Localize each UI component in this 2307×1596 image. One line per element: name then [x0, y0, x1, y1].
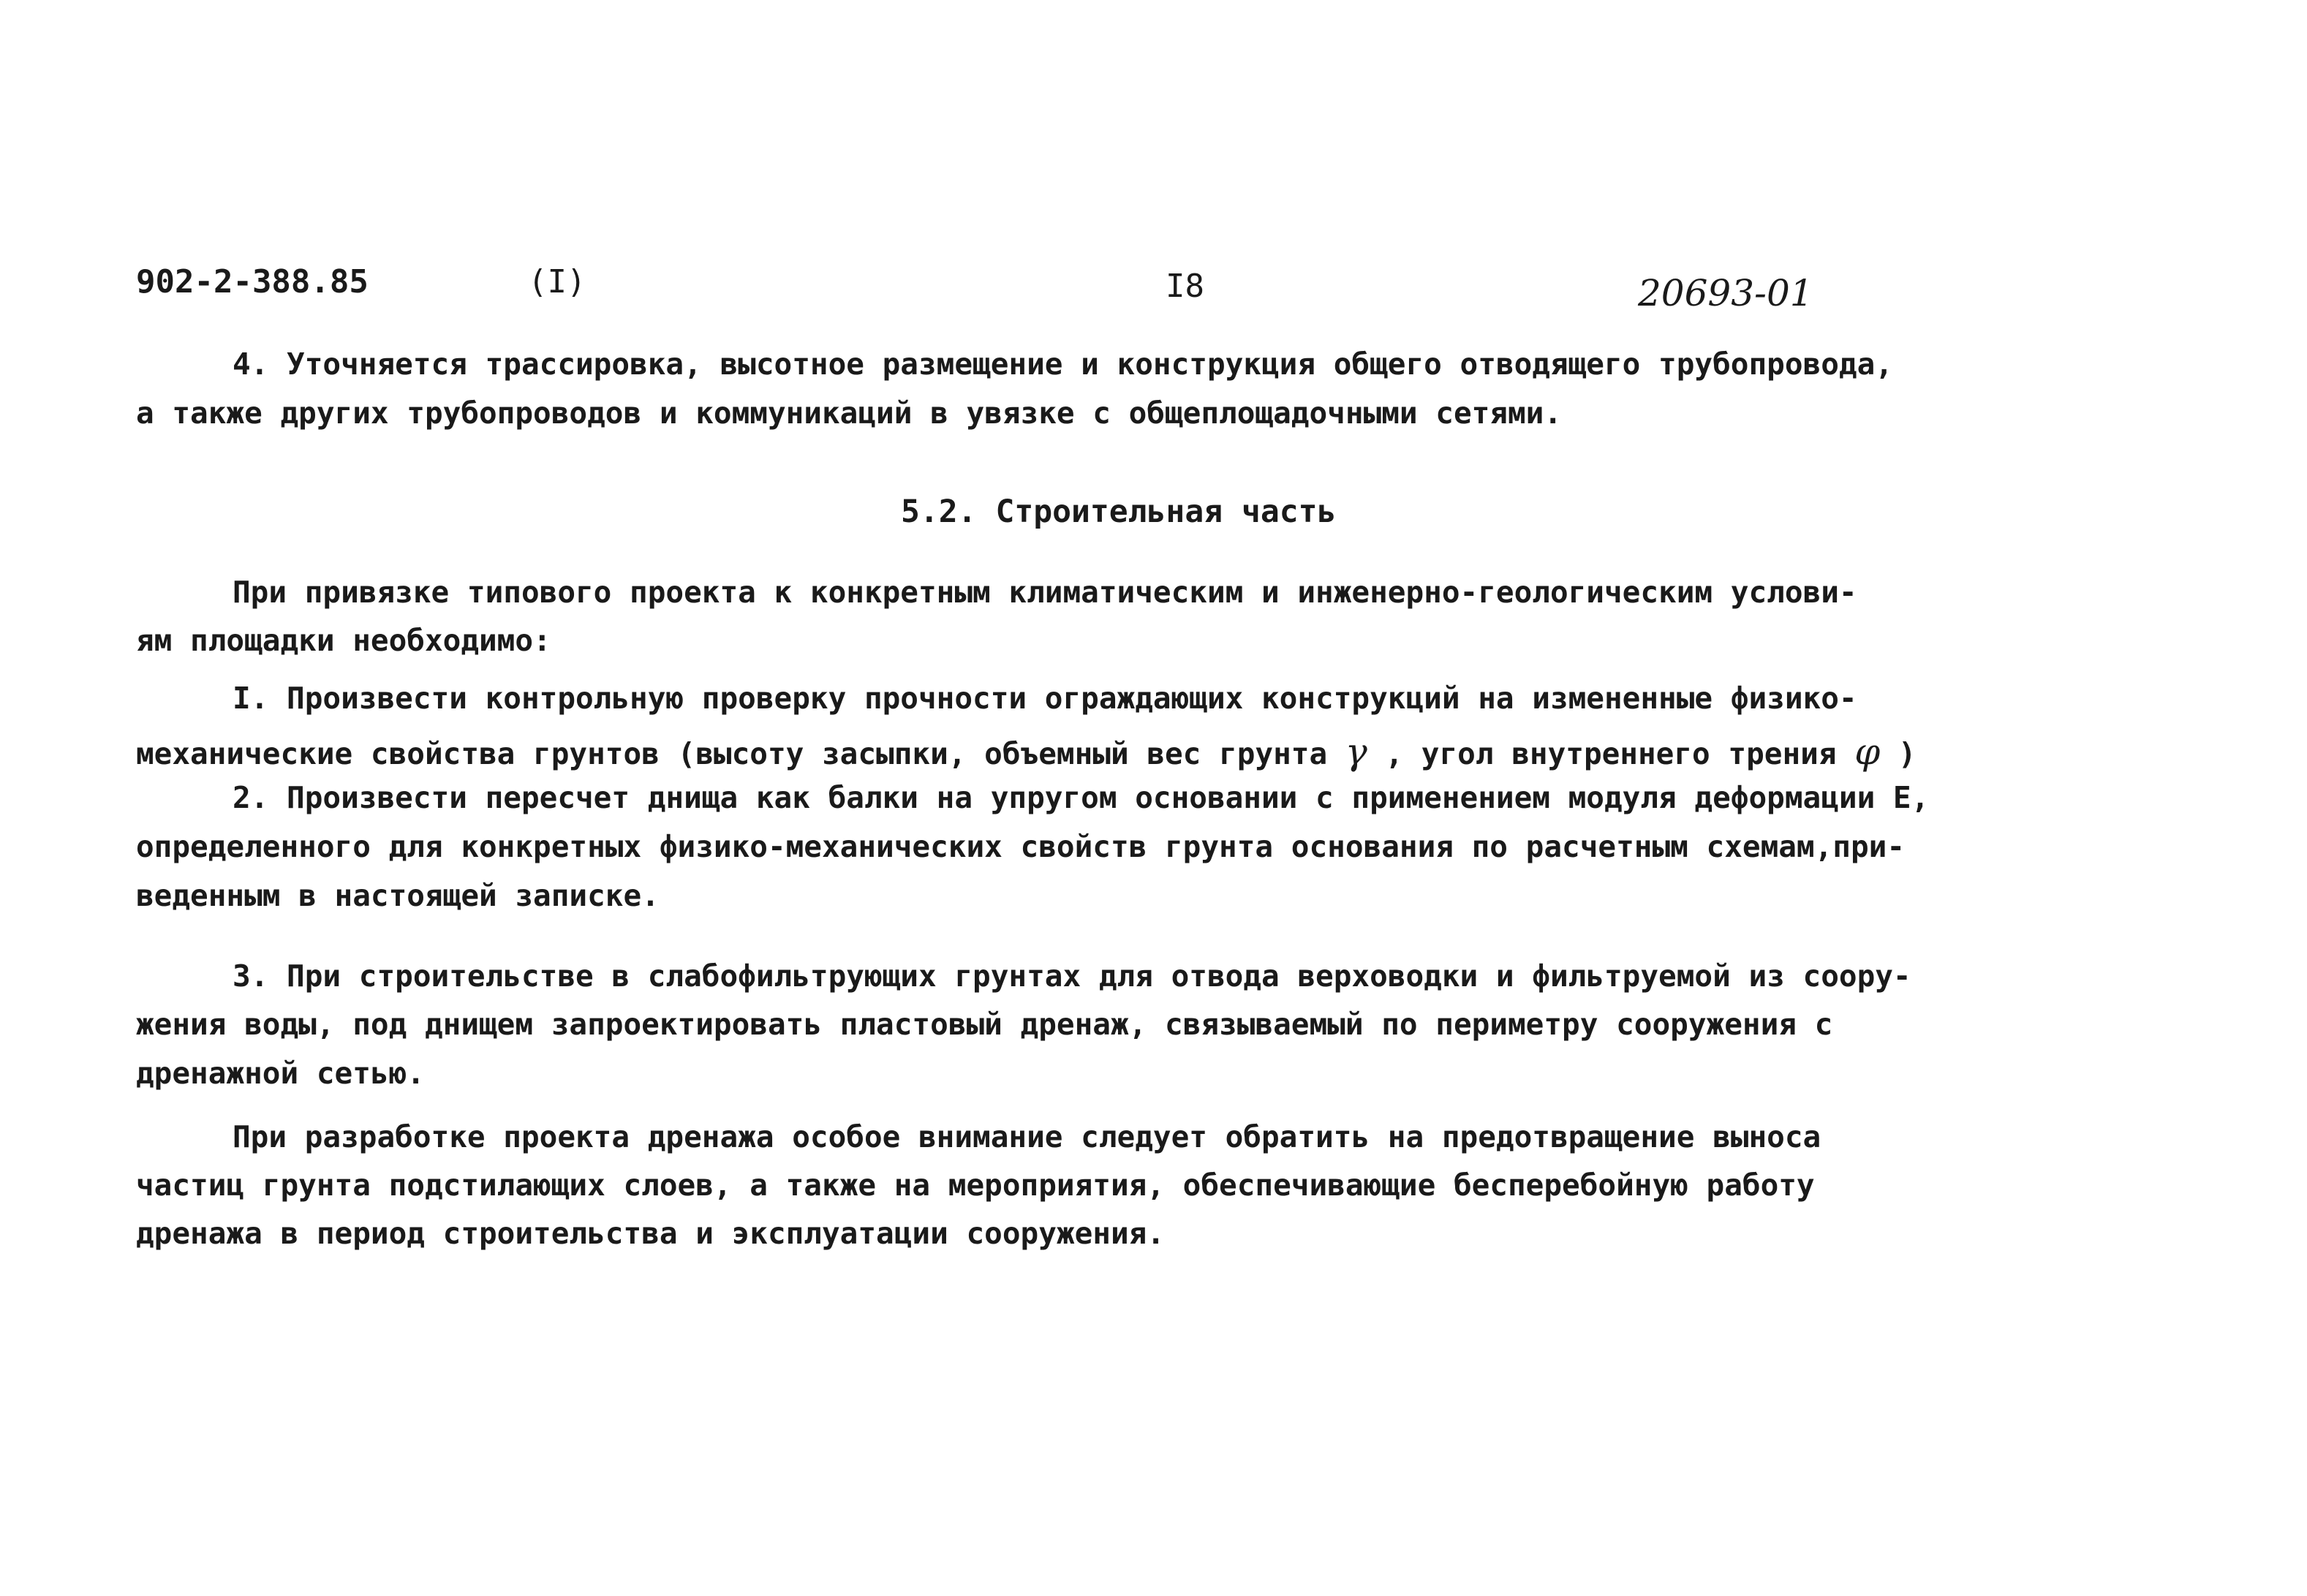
- intro-line-2: ям площадки необходимо:: [136, 623, 551, 658]
- inventory-number: 20693-01: [1638, 272, 1813, 314]
- item2-line-3: веденным в настоящей записке.: [136, 878, 660, 913]
- item1-line-1: I. Произвести контрольную проверку прочности ограждающих конструкций на измененные физико-: [233, 681, 1857, 716]
- item4-line-2: а также других трубопроводов и коммуникаций в увязке с общеплощадочными сетями.: [136, 396, 1563, 431]
- drainage-line-1: При разработке проекта дренажа особое внимание следует обратить на предотвращение выноса: [233, 1119, 1821, 1154]
- item1-line-2-part-b: , угол внутреннего трения: [1367, 736, 1855, 771]
- item3-line-2: жения воды, под днищем запроектировать пластовый дренаж, связываемый по периметру сооружения с: [136, 1007, 1833, 1042]
- item2-line-2: определенного для конкретных физико-механических свойств грунта основания по расчетным схемам,при-: [136, 829, 1906, 864]
- phi-symbol: φ: [1854, 730, 1881, 773]
- item4-line-1: 4. Уточняется трассировка, высотное размещение и конструкция общего отводящего трубопровода,: [233, 347, 1893, 382]
- item2-line-1: 2. Произвести пересчет днища как балки на упругом основании с применением модуля деформации E,: [233, 780, 1930, 815]
- item1-line-2-part-c: ): [1880, 736, 1917, 771]
- intro-line-1: При привязке типового проекта к конкретным климатическим и инженерно-геологическим услови-: [233, 575, 1857, 610]
- item1-line-2-part-a: механические свойства грунтов (высоту засыпки, объемный вес грунта: [136, 736, 1345, 771]
- page-number: I8: [1166, 268, 1204, 305]
- document-code: 902-2-388.85: [136, 263, 369, 300]
- drainage-line-3: дренажа в период строительства и эксплуатации сооружения.: [136, 1216, 1165, 1251]
- item3-line-1: 3. При строительстве в слабофильтрующих грунтах для отвода верховодки и фильтруемой из соору-: [233, 958, 1911, 994]
- item3-line-3: дренажной сетью.: [136, 1056, 425, 1091]
- document-part: (I): [528, 263, 586, 300]
- section-title: 5.2. Строительная часть: [901, 493, 1337, 530]
- gamma-symbol: γ: [1345, 730, 1367, 773]
- drainage-line-2: частиц грунта подстилающих слоев, а также на мероприятия, обеспечивающие бесперебойную работу: [136, 1168, 1815, 1203]
- item1-line-2: [136, 730, 1917, 773]
